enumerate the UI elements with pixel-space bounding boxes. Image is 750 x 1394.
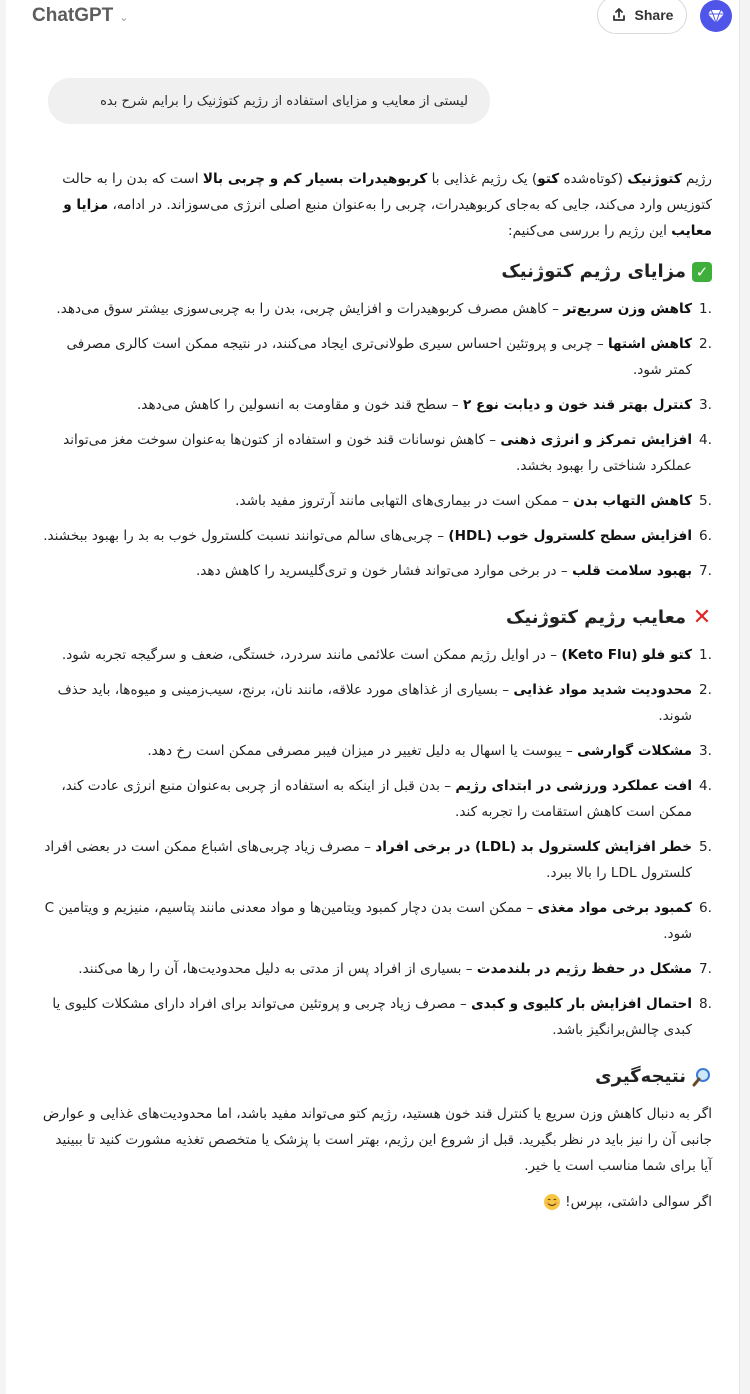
list-number: 3. bbox=[699, 743, 712, 759]
intro-bold: کتو bbox=[537, 171, 560, 187]
closing-text: اگر سوالی داشتی، بپرس! bbox=[565, 1194, 712, 1210]
list-number: 5. bbox=[699, 839, 712, 855]
drawback-item bbox=[40, 738, 712, 764]
drawbacks-heading-text: معایب رژیم کتوژنیک bbox=[505, 607, 686, 628]
user-message-text: لیستی از معایب و مزایای استفاده از رژیم کتوژنیک را برایم شرح بده bbox=[100, 93, 468, 109]
drawback-item-text: – بسیاری از غذاهای مورد علاقه، مانند نان، برنج، سیب‌زمینی و میوه‌ها، باید حذف شوند. bbox=[57, 682, 692, 724]
brand-label: ChatGPT bbox=[32, 5, 114, 26]
benefit-item bbox=[40, 427, 712, 479]
list-number: 4. bbox=[699, 778, 712, 794]
drawback-item-title: احتمال افزایش بار کلیوی و کبدی bbox=[471, 996, 692, 1012]
list-number: 2. bbox=[699, 682, 712, 698]
conclusion-paragraph: اگر به دنبال کاهش وزن سریع یا کنترل قند خون هستید، رژیم کتو می‌تواند مفید باشد، اما محدودیت‌های غذایی و عوارض جانبی آن را نیز باید در نظر بگیرید. قبل از شروع این رژیم، بهتر است با پزشک یا متخصص تغذیه مشورت کنید تا ببینید آیا برای شما مناسب است یا خیر. bbox=[42, 1106, 712, 1174]
list-number: 1. bbox=[699, 301, 712, 317]
benefit-item-title: افزایش تمرکز و انرژی ذهنی bbox=[500, 432, 692, 448]
closing-line bbox=[40, 1189, 712, 1215]
benefit-item-text: – چربی‌های سالم می‌توانند نسبت کلسترول خوب به بد را بهبود ببخشند. bbox=[43, 528, 449, 544]
benefit-item-title: بهبود سلامت قلب bbox=[572, 563, 692, 579]
benefit-item-title: کنترل بهتر قند خون و دیابت نوع ۲ bbox=[462, 397, 692, 413]
intro-bold: مزایا و معایب bbox=[63, 197, 712, 239]
benefits-list bbox=[40, 296, 712, 584]
drawback-item-text: – یبوست یا اسهال به دلیل تغییر در میزان فیبر مصرفی ممکن است رخ دهد. bbox=[147, 743, 578, 759]
benefit-item-text: – ممکن است در بیماری‌های التهابی مانند آرتروز مفید باشد. bbox=[235, 493, 574, 509]
benefits-heading bbox=[40, 258, 712, 286]
list-number: 5. bbox=[699, 493, 712, 509]
intro-text: (کوتاه‌شده bbox=[559, 171, 628, 187]
check-mark-button-icon: ✓ bbox=[692, 262, 712, 282]
scrollbar[interactable] bbox=[739, 0, 750, 1394]
benefit-item-title: افزایش سطح کلسترول خوب (HDL) bbox=[448, 528, 692, 544]
list-number: 1. bbox=[699, 647, 712, 663]
drawback-item bbox=[40, 834, 712, 886]
benefit-item bbox=[40, 488, 712, 514]
drawback-item-text: – ممکن است بدن دچار کمبود ویتامین‌ها و مواد معدنی مانند پتاسیم، منیزیم و ویتامین C شود. bbox=[44, 900, 692, 942]
intro-text: رژیم bbox=[681, 171, 712, 187]
drawback-item bbox=[40, 991, 712, 1043]
benefit-item-text: – کاهش مصرف کربوهیدرات و افزایش چربی، بدن را به چربی‌سوزی بیشتر سوق می‌دهد. bbox=[56, 301, 564, 317]
drawback-item-text: – در اوایل رژیم ممکن است علائمی مانند سردرد، خستگی، ضعف و سرگیجه تجربه شود. bbox=[61, 647, 562, 663]
drawback-item-title: کتو فلو (Keto Flu) bbox=[561, 647, 692, 663]
chevron-down-icon: ⌄ bbox=[119, 12, 129, 24]
list-number: 8. bbox=[699, 996, 712, 1012]
list-number: 7. bbox=[699, 961, 712, 977]
drawbacks-heading bbox=[40, 604, 712, 632]
benefit-item bbox=[40, 392, 712, 418]
drawback-item-title: کمبود برخی مواد مغذی bbox=[537, 900, 692, 916]
drawback-item-title: خطر افزایش کلسترول بد (LDL) در برخی افراد bbox=[375, 839, 692, 855]
cross-mark-icon: ✕ bbox=[692, 605, 712, 630]
left-edge bbox=[0, 0, 6, 1394]
list-number: 2. bbox=[699, 336, 712, 352]
benefit-item-text: – کاهش نوسانات قند خون و استفاده از کتون‌ها به‌عنوان سوخت مغز می‌تواند عملکرد شناختی را بهبود بخشد. bbox=[63, 432, 692, 474]
drawback-item-title: مشکل در حفظ رژیم در بلندمدت bbox=[476, 961, 692, 977]
benefit-item-text: – چربی و پروتئین احساس سیری طولانی‌تری ایجاد می‌کنند، در نتیجه ممکن است کالری مصرفی کمتر شود. bbox=[66, 336, 692, 378]
drawback-item bbox=[40, 956, 712, 982]
drawback-item bbox=[40, 642, 712, 668]
conclusion-heading bbox=[40, 1063, 712, 1091]
drawbacks-list bbox=[40, 642, 712, 1043]
user-message-bubble bbox=[48, 78, 490, 124]
drawback-item bbox=[40, 677, 712, 729]
share-label: Share bbox=[634, 7, 674, 23]
benefit-item-title: کاهش التهاب بدن bbox=[573, 493, 692, 509]
drawback-item-text: – مصرف زیاد چربی‌های اشباع ممکن است در بعضی افراد کلسترول LDL را بالا ببرد. bbox=[44, 839, 692, 881]
benefit-item bbox=[40, 523, 712, 549]
list-number: 6. bbox=[699, 528, 712, 544]
intro-bold: کربوهیدرات بسیار کم و چربی بالا bbox=[202, 171, 428, 187]
top-bar bbox=[0, 0, 740, 36]
benefit-item-text: – سطح قند خون و مقاومت به انسولین را کاهش می‌دهد. bbox=[136, 397, 463, 413]
benefit-item bbox=[40, 558, 712, 584]
list-number: 6. bbox=[699, 900, 712, 916]
drawback-item-text: – بسیاری از افراد پس از مدتی به دلیل محدودیت‌ها، آن را رها می‌کنند. bbox=[78, 961, 477, 977]
premium-gem-icon[interactable] bbox=[700, 0, 732, 32]
intro-paragraph bbox=[40, 166, 712, 244]
intro-text: ) یک رژیم غذایی با bbox=[427, 171, 538, 187]
intro-bold: کتوژنیک bbox=[627, 171, 682, 187]
list-number: 7. bbox=[699, 563, 712, 579]
benefit-item-title: کاهش اشتها bbox=[607, 336, 692, 352]
share-icon bbox=[611, 7, 627, 23]
benefit-item bbox=[40, 296, 712, 322]
drawback-item-title: افت عملکرد ورزشی در ابتدای رژیم bbox=[455, 778, 692, 794]
benefit-item bbox=[40, 331, 712, 383]
smiling-face-icon bbox=[543, 1193, 561, 1211]
intro-text: است که بدن را به حالت کتوزیس وارد می‌کند، جایی که به‌جای کربوهیدرات، چربی را به‌عنوان منبع اصلی انرژی می‌سوزاند. در ادامه، bbox=[62, 171, 712, 213]
assistant-response bbox=[40, 166, 712, 1215]
drawback-item bbox=[40, 773, 712, 825]
list-number: 4. bbox=[699, 432, 712, 448]
drawback-item-title: محدودیت شدید مواد غذایی bbox=[513, 682, 692, 698]
drawback-item-text: – بدن قبل از اینکه به استفاده از چربی به‌عنوان منبع انرژی عادت کند، ممکن است کاهش استقامت را تجربه کند. bbox=[61, 778, 692, 820]
drawback-item-title: مشکلات گوارشی bbox=[577, 743, 692, 759]
drawback-item-text: – مصرف زیاد چربی و پروتئین می‌تواند برای افراد دارای مشکلات کلیوی یا کبدی چالش‌برانگیز باشد. bbox=[52, 996, 692, 1038]
drawback-item bbox=[40, 895, 712, 947]
list-number: 3. bbox=[699, 397, 712, 413]
benefits-heading-text: مزایای رژیم کتوژنیک bbox=[501, 261, 686, 282]
benefit-item-title: کاهش وزن سریع‌تر bbox=[563, 301, 692, 317]
intro-text: این رژیم را بررسی می‌کنیم: bbox=[507, 223, 672, 239]
benefit-item-text: – در برخی موارد می‌تواند فشار خون و تری‌گلیسرید را کاهش دهد. bbox=[195, 563, 573, 579]
magnifying-glass-icon bbox=[692, 1067, 712, 1087]
share-button[interactable] bbox=[597, 0, 687, 34]
model-selector[interactable] bbox=[32, 5, 129, 27]
conclusion-heading-text: نتیجه‌گیری bbox=[595, 1066, 686, 1087]
